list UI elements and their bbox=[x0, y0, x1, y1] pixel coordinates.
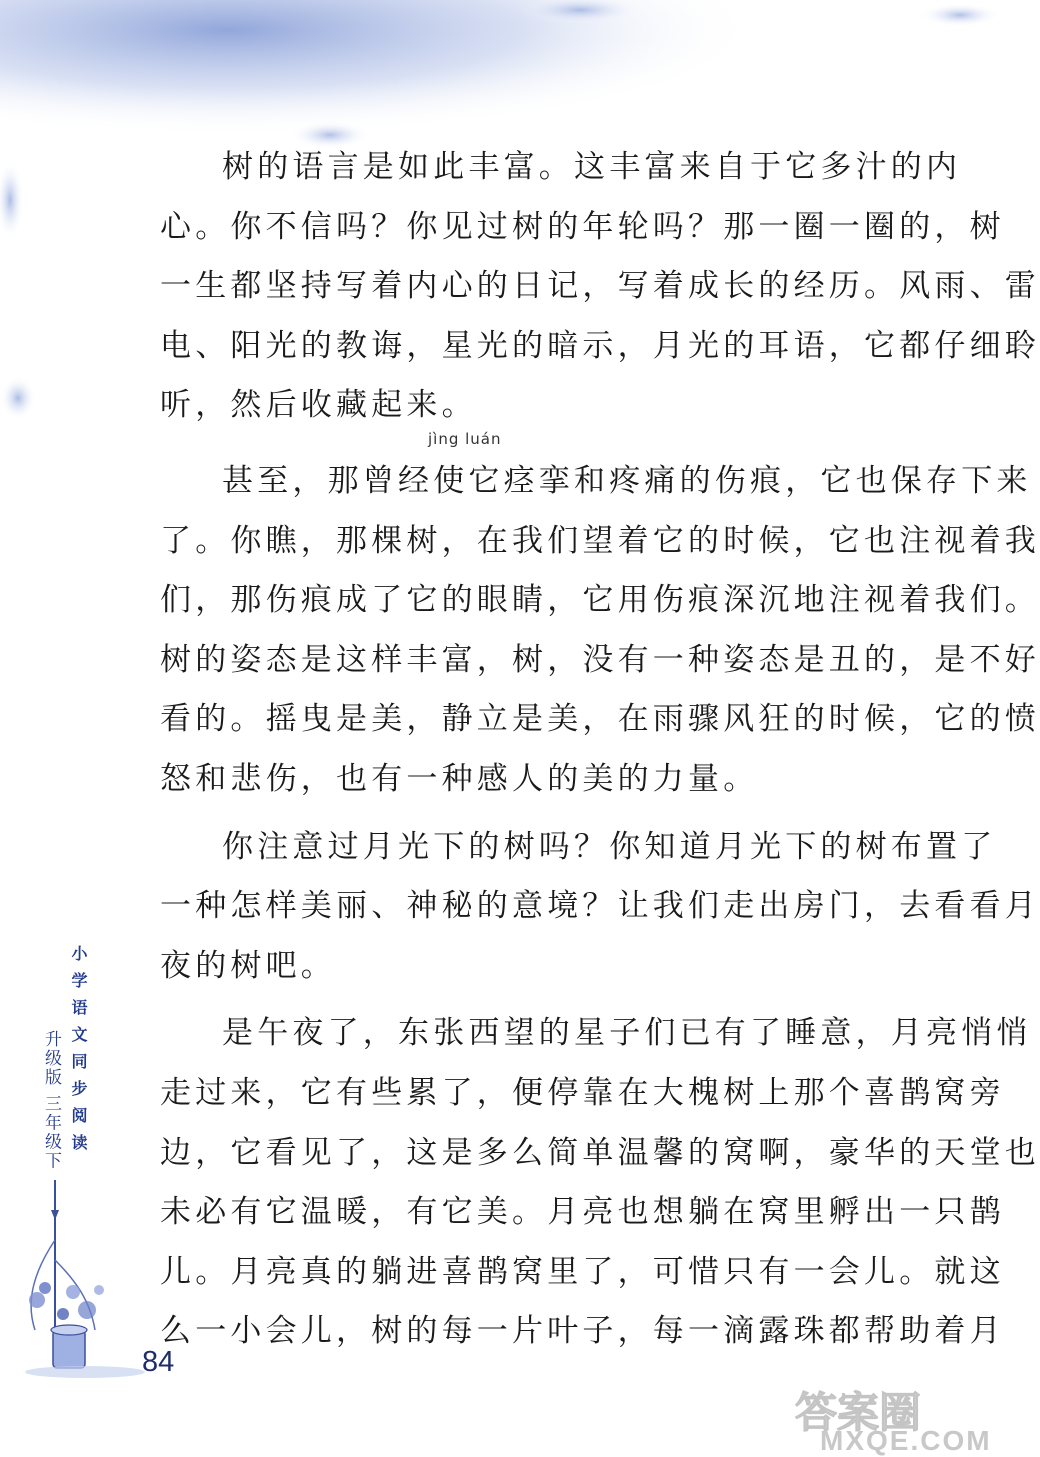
text-line: 边，它看见了，这是多么简单温馨的窝啊，豪华的天堂也 bbox=[160, 1134, 1040, 1171]
text-line: 们，那伤痕成了它的眼睛，它用伤痕深沉地注视着我们。 bbox=[160, 582, 1040, 619]
text-line: 未必有它温暖，有它美。月亮也想躺在窝里孵出一只鹊 bbox=[160, 1194, 1005, 1231]
text-line: 一生都坚持写着内心的日记，写着成长的经历。风雨、雷 bbox=[160, 268, 1040, 305]
watermark-site: MXQE.COM bbox=[820, 1425, 992, 1456]
text-line: 电、阳光的教诲，星光的暗示，月光的耳语，它都仔细聆 bbox=[160, 327, 1040, 364]
svg-text:答案圈: 答案圈 bbox=[795, 1388, 922, 1437]
series-title: 小学语文同步阅读 bbox=[69, 945, 88, 1161]
text-line: 树的语言是如此丰富。这丰富来自于它多汁的内 bbox=[222, 149, 962, 185]
text-line: 看的。摇曳是美，静立是美，在雨骤风狂的时候，它的愤 bbox=[160, 701, 1040, 738]
text-line: 听，然后收藏起来。 bbox=[160, 387, 477, 424]
page-number: 84 bbox=[142, 1346, 175, 1378]
text-line: 么一小会儿，树的每一片叶子，每一滴露珠都帮助着月 bbox=[160, 1313, 1005, 1350]
text-line: 了。你瞧，那棵树，在我们望着它的时候，它也注视着我 bbox=[160, 522, 1040, 559]
flower-pot-illustration bbox=[15, 1180, 155, 1380]
text-line: 甚至，那曾经使它痉挛和疼痛的伤痕，它也保存下来 bbox=[222, 462, 1032, 499]
edition-label: 升级版 三年级下 bbox=[41, 1030, 61, 1171]
text-line: 你注意过月光下的树吗？你知道月光下的树布置了 bbox=[222, 828, 997, 865]
pinyin-row bbox=[160, 429, 905, 452]
pinyin-annotation: jìng luán bbox=[428, 429, 502, 448]
article-body bbox=[160, 138, 1040, 1362]
text-line: 走过来，它有些累了，便停靠在大槐树上那个喜鹊窝旁 bbox=[160, 1074, 1005, 1111]
text-line: 是午夜了，东张西望的星子们已有了睡意，月亮悄悄 bbox=[222, 1015, 1032, 1052]
text-line: 心。你不信吗？你见过树的年轮吗？那一圈一圈的，树 bbox=[160, 208, 1005, 245]
text-line: 树的姿态是这样丰富，树，没有一种姿态是丑的，是不好 bbox=[160, 641, 1040, 678]
text-line: 一种怎样美丽、神秘的意境？让我们走出房门，去看看月 bbox=[160, 888, 1040, 925]
text-line: 儿。月亮真的躺进喜鹊窝里了，可惜只有一会儿。就这 bbox=[160, 1253, 1005, 1290]
text-line: 夜的树吧。 bbox=[160, 947, 336, 984]
text-line: 怒和悲伤，也有一种感人的美的力量。 bbox=[160, 760, 759, 797]
